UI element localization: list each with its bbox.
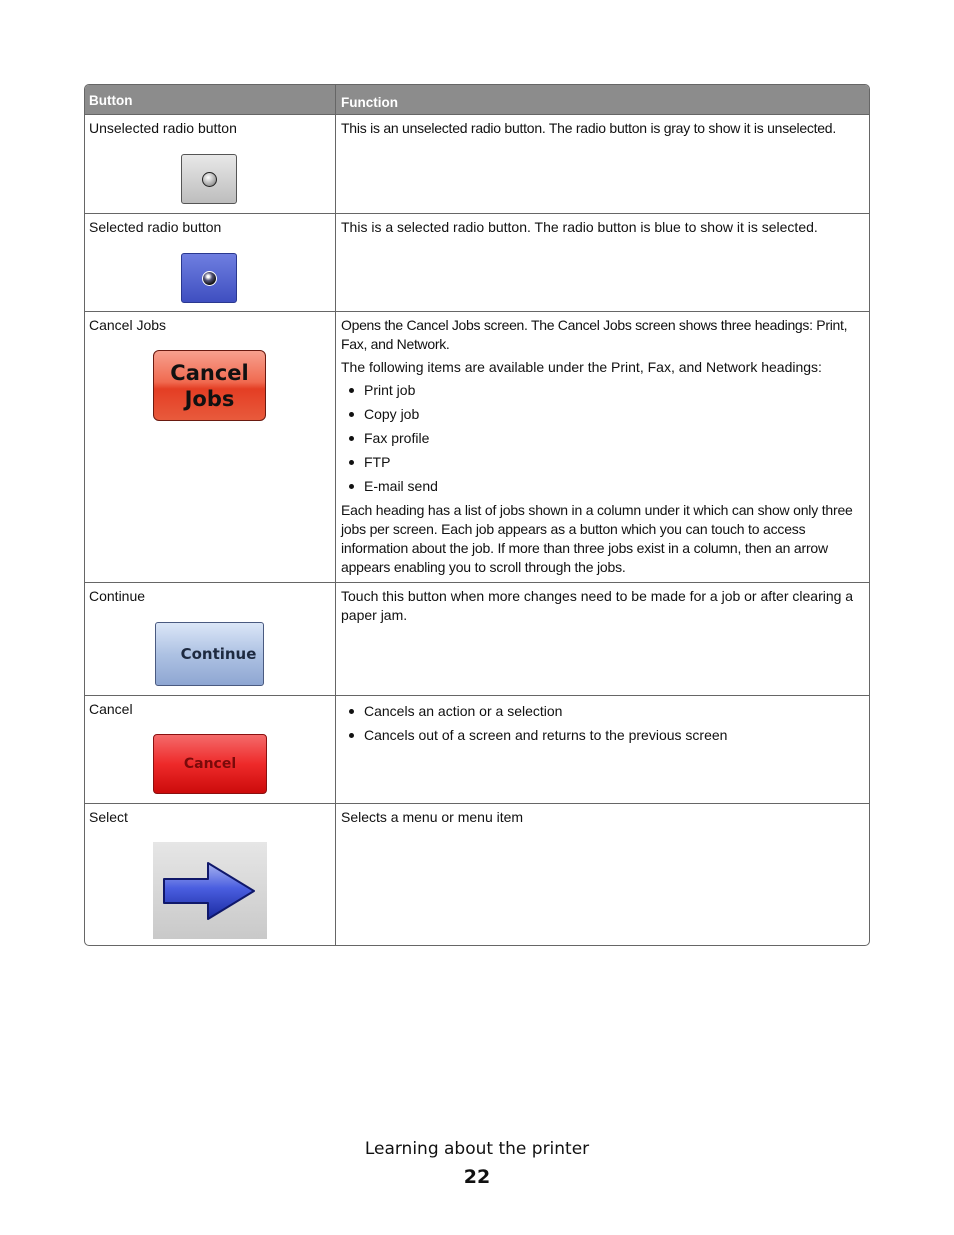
cancel-jobs-button-icon — [153, 350, 266, 421]
function-text: Opens the Cancel Jobs screen. The Cancel Jobs screen shows three headings: Print, Fax, and Network. — [341, 317, 848, 352]
button-name: Select — [89, 809, 128, 825]
button-name: Continue — [89, 588, 146, 604]
function-text: This is an unselected radio button. The radio button is gray to show it is unselected. — [341, 120, 836, 136]
icon-label: Continue — [180, 645, 257, 663]
table-row — [85, 695, 869, 803]
page-number: 22 — [463, 1166, 491, 1188]
right-arrow-icon — [153, 842, 267, 939]
cancel-button-icon — [153, 734, 267, 794]
footer-section-title: Learning about the printer — [364, 1139, 590, 1159]
function-text: The following items are available under the Print, Fax, and Network headings: — [341, 359, 822, 375]
continue-button-icon — [155, 622, 264, 686]
header-button: Button — [85, 85, 336, 114]
table-row — [85, 803, 869, 945]
button-name: Unselected radio button — [89, 120, 237, 136]
icon-label: Cancel — [170, 360, 249, 385]
bullet-list — [341, 381, 865, 496]
list-item: Copy job — [341, 405, 865, 424]
button-function-table — [84, 84, 870, 946]
list-item: Print job — [341, 381, 865, 400]
table-header — [85, 85, 869, 114]
selected-radio-icon — [181, 253, 237, 303]
function-text: Each heading has a list of jobs shown in a column under it which can show only three jobs per screen. Each job appears as a button which you can touch to access information about the job. If more than three jobs exist in a column, then an arrow appears enabling you to scroll through the jobs. — [341, 502, 853, 575]
list-item: E-mail send — [341, 477, 865, 496]
function-text: Selects a menu or menu item — [341, 809, 524, 825]
table-row — [85, 213, 869, 311]
button-name: Selected radio button — [89, 219, 222, 235]
function-text: Touch this button when more changes need to be made for a job or after clearing a paper jam. — [341, 588, 854, 623]
arrow-graphic — [162, 861, 258, 921]
button-name: Cancel — [89, 701, 133, 717]
table-row — [85, 582, 869, 695]
unselected-radio-icon — [181, 154, 237, 204]
bullet-list — [341, 702, 865, 745]
header-function: Function — [341, 95, 398, 110]
list-item: Cancels an action or a selection — [341, 702, 865, 721]
list-item: Fax profile — [341, 429, 865, 448]
table-row — [85, 311, 869, 582]
list-item: FTP — [341, 453, 865, 472]
icon-label: Cancel — [183, 756, 237, 772]
button-name: Cancel Jobs — [89, 317, 167, 333]
list-item: Cancels out of a screen and returns to the previous screen — [341, 726, 865, 745]
icon-label: Jobs — [184, 386, 235, 411]
function-text: This is a selected radio button. The radio button is blue to show it is selected. — [341, 219, 818, 235]
table-row — [85, 114, 869, 213]
